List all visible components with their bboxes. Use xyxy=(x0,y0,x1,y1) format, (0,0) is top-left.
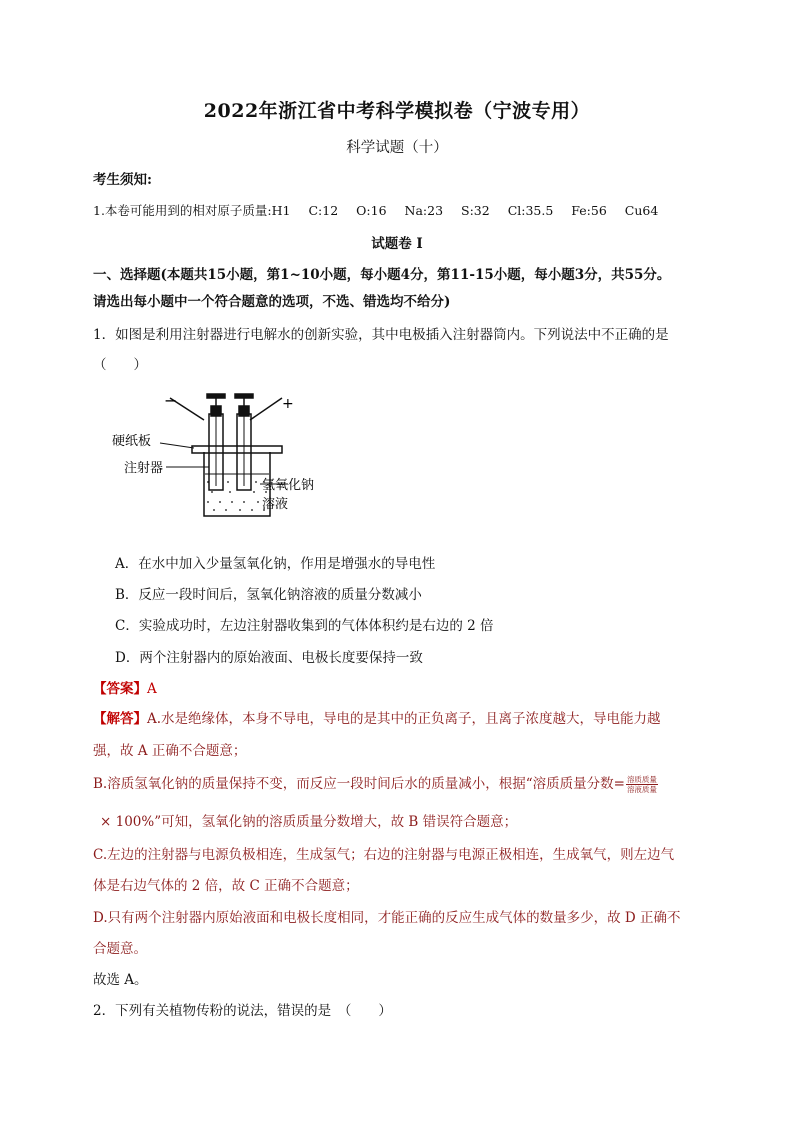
explanation-c-line-2: 体是右边气体的 2 倍，故 C 正确不合题意； xyxy=(93,878,359,894)
option-a: A．在水中加入少量氢氧化钠，作用是增强水的导电性 xyxy=(115,556,436,572)
mass-fraction-formula xyxy=(626,775,658,794)
atomic-mass-item: O:16 xyxy=(356,203,387,218)
part-instructions-line-2: 请选出每小题中一个符合题意的选项，不选、错选均不给分) xyxy=(93,294,451,310)
conclusion: 故选 A。 xyxy=(93,972,148,988)
question-2-stem: 2．下列有关植物传粉的说法，错误的是 （ ） xyxy=(93,1003,392,1019)
answer-tag: 【答案】 xyxy=(93,681,147,697)
atomic-mass-prefix: 1.本卷可能用到的相对原子质量:H1 xyxy=(93,203,291,218)
part-instructions-line-1: 一、选择题(本题共15小题，第1~10小题，每小题4分，第11-15小题，每小题3分，共55分。 xyxy=(93,267,671,283)
explanation-d-line-1: D.只有两个注射器内原始液面和电极长度相同，才能正确的反应生成气体的数量多少，故 D 正确不 xyxy=(93,910,681,926)
atomic-mass-line xyxy=(93,201,672,219)
atomic-mass-item: Cl:35.5 xyxy=(507,203,554,218)
answer-value: A xyxy=(147,681,157,697)
atomic-mass-item: S:32 xyxy=(461,203,490,218)
electrolysis-apparatus-figure xyxy=(112,390,342,525)
question-1-stem: 1．如图是利用注射器进行电解水的创新实验，其中电极插入注射器筒内。下列说法中不正确的是 xyxy=(93,327,669,343)
explanation-b-text: B.溶质氢氧化钠的质量保持不变，而反应一段时间后水的质量减小，根据“溶质质量分数= xyxy=(93,776,625,792)
explanation-a-text: A.水是绝缘体，本身不导电，导电的是其中的正负离子，且离子浓度越大，导电能力越 xyxy=(147,711,661,727)
atomic-mass-item: Fe:56 xyxy=(571,203,607,218)
fraction-numerator: 溶质质量 xyxy=(626,775,657,784)
explanation-a-line-2: 强，故 A 正确不合题意； xyxy=(93,743,247,759)
atomic-mass-item: C:12 xyxy=(308,203,339,218)
label-cardboard: 硬纸板 xyxy=(112,434,152,449)
notice-heading: 考生须知: xyxy=(93,172,152,188)
option-d: D．两个注射器内的原始液面、电极长度要保持一致 xyxy=(115,650,423,666)
label-solution: 氢氧化钠 xyxy=(262,478,315,493)
question-1-blank: （ ） xyxy=(93,357,147,373)
explanation-c-line-1: C.左边的注射器与电源负极相连，生成氢气；右边的注射器与电源正极相连，生成氧气，则左边气 xyxy=(93,847,675,863)
page-subtitle: 科学试题（十） xyxy=(346,140,448,156)
option-c: C．实验成功时，左边注射器收集到的气体体积约是右边的 2 倍 xyxy=(115,618,494,634)
option-b: B．反应一段时间后，氢氧化钠溶液的质量分数减小 xyxy=(115,587,422,603)
explanation-b-line-2: × 100%”可知，氢氧化钠的溶质质量分数增大，故 B 错误符合题意； xyxy=(100,814,518,830)
label-syringe: 注射器 xyxy=(124,461,164,476)
explanation-a-line-1 xyxy=(93,707,661,727)
fraction-denominator: 溶液质量 xyxy=(626,785,657,794)
plus-sign: + xyxy=(282,396,294,412)
explanation-d-line-2: 合题意。 xyxy=(93,941,147,957)
explanation-b-line-1 xyxy=(93,772,658,794)
explanation-tag: 【解答】 xyxy=(93,711,147,727)
section-heading: 试题卷 I xyxy=(371,236,423,252)
minus-sign: − xyxy=(164,391,178,410)
page-title: 2022年浙江省中考科学模拟卷（宁波专用） xyxy=(203,100,591,122)
positive-wire xyxy=(250,398,282,420)
atomic-mass-item: Na:23 xyxy=(404,203,444,218)
label-solution-2: 溶液 xyxy=(262,497,289,512)
atomic-mass-item: Cu64 xyxy=(624,203,659,218)
answer-line xyxy=(93,677,157,697)
